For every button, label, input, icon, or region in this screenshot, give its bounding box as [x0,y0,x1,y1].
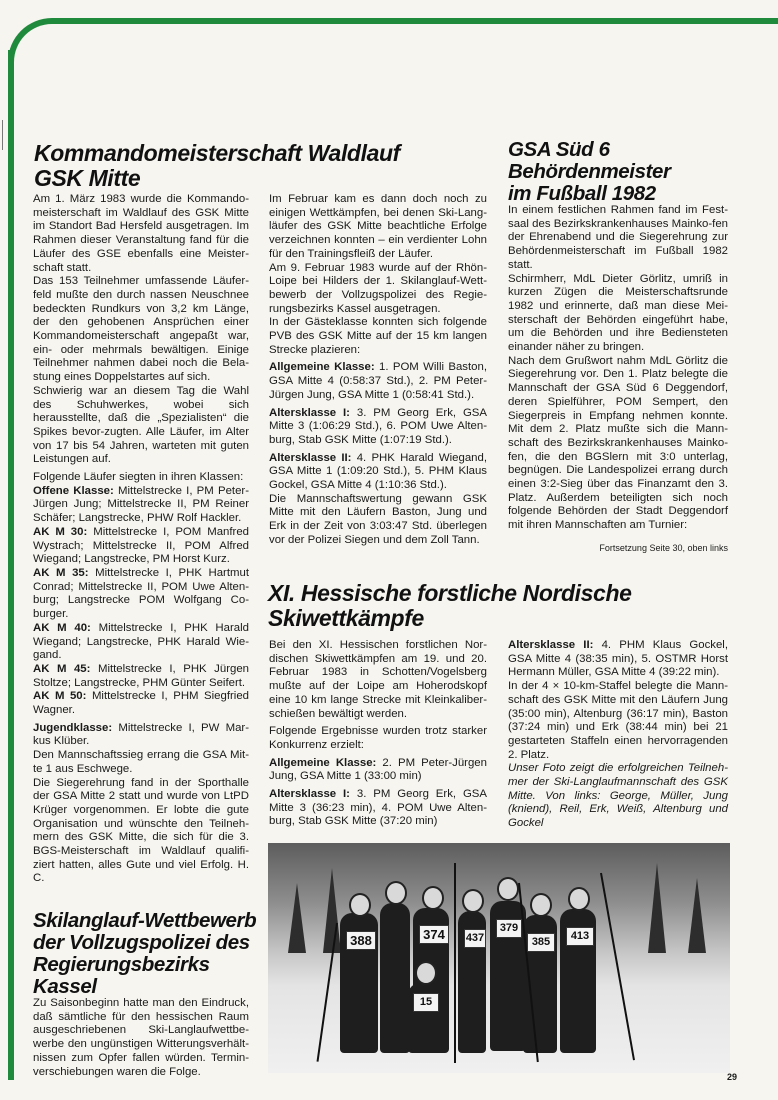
team-photo [268,843,730,1073]
article2-result: Allgemeine Klasse: 1. POM Willi Baston, GSA Mitte 4 (0:58:37 Std.), 2. PM Peter-Jürgen Jung, GSA Mitte 1 (0:58:41 Std.). [269,361,487,401]
article4-result: Allgemeine Klasse: 2. PM Peter-Jürgen Jung, GSA Mitte 1 (33:00 min) [269,756,487,783]
ski-pole [454,863,456,1063]
article2-result: Altersklasse II: 4. PHK Harald Wiegand, GSA Mitte 1 (1:09:20 Std.), 5. PHM Klaus Gockel, GSA Mitte 4 (1:10:36 Std.). [269,451,487,492]
article2-column [269,193,487,548]
bib-number: 388 [346,931,376,950]
article4-column1 [269,639,487,829]
article2-paragraph: In der Gästeklasse konnten sich folgende PVB des GSK Mitte auf der 15 km langen Strecke plazieren: [269,316,487,356]
article1-paragraph: Folgende Läufer siegten in ihren Klassen: [33,471,244,484]
article1-column [33,193,249,886]
bib-number: 15 [413,993,439,1012]
article1-paragraph: Das 153 Teilnehmer umfassende Läufer-feld mußte den durch nassen Neuschnee bedeckten Rundkurs von 3,2 km Länge, der den gehobenen Ansprüchen einer Kommandomeisterschaft angepaßt war, ein- oder mehrmals bewältigen. Einige Teilnehmer nahmen dabei noch die Bela-stung eines Doppelstartes auf sich. [33,275,249,384]
article3-title: GSA Süd 6 Behördenmeister im Fußball 1982 [508,138,671,205]
athlete [380,903,410,1053]
athlete-head [497,877,519,901]
article1-result: AK M 45: Mittelstrecke I, PHK Jürgen Stoltze; Langstrecke, PHM Günter Seifert. [33,662,249,689]
article1-paragraph: Den Mannschaftssieg errang die GSA Mit-te 1 aus Eschwege. [33,749,249,775]
article1-result: AK M 35: Mittelstrecke I, PHK Hartmut Conrad; Mittelstrecke II, POM Uwe Alten-burg; Langstrecke POM Wolfgang Co-burger. [33,566,250,621]
ski-pole [600,873,635,1060]
article3-paragraph: In einem festlichen Rahmen fand im Fest-saal des Bezirkskrankenhauses Mainko-fen der Ehrenabend und die Siegerehrung zur Behördenmeisterschaft im Fußball 1982 statt. [508,204,728,271]
athlete-head [530,893,552,917]
article2-paragraph: Zu Saisonbeginn hatte man den Eindruck, daß sämtliche für den hessischen Raum ausgeschriebenen Ski-Langlaufwettbe-werbe den ungünstigen Witterungsverhält-nissen zum Opfer fallen würden. Termin-verschiebungen waren die Folge. [33,997,249,1078]
article4-paragraph: Folgende Ergebnisse wurden trotz starker Konkurrenz erzielt: [269,725,487,751]
article1-paragraph: Am 1. März 1983 wurde die Kommando-meisterschaft im Waldlauf des GSK Mitte im Standort Bad Hersfeld ausgetragen. Im Rahmen dieser Veranstaltung fand für die Läufer des GSE ebenfalls eine Meister-schaft statt. [33,193,249,274]
athlete-head [422,886,444,910]
article1-paragraph: Die Siegerehrung fand in der Sporthalle der GSA Mitte 2 statt und wurde von LtPD Krüger vorgenommen. Er lobte die gute Organisation und wünschte den Teilneh-mern des GSK Mitte, die sich für die 3. BGS-Meisterschaft im Waldlauf qualifi-ziert hatten, alles Gute und viel Erfolg. H. C. [33,776,249,885]
article4-paragraph: Bei den XI. Hessischen forstlichen Nor-dischen Skiwettkämpfen am 19. und 20. Februar 1983 in Schotten/Vogelsberg mußte auf der Loipe am Hoherodskopf eine 10 km lange Strecke mit Kleinkaliber-schießen bewältigt werden. [269,639,487,720]
article1-result: AK M 50: Mittelstrecke I, PHM Siegfried Wagner. [33,690,250,717]
article4-column2 [508,639,728,831]
article1-result: AK M 40: Mittelstrecke I, PHK Harald Wiegand; Langstrecke, PHK Harald Wie-gand. [33,621,249,662]
tree [323,868,341,953]
athlete-head [385,881,407,905]
continuation-note: Fortsetzung Seite 30, oben links [599,543,728,553]
margin-mark [2,120,3,150]
article2-title: Skilanglauf-Wettbewerb der Vollzugspolizei des Regierungsbezirks Kassel [33,909,257,998]
athlete-head [568,887,590,911]
green-frame-left [8,50,14,1080]
tree [648,863,666,953]
article1-title-line2: GSK Mitte [34,165,141,191]
bib-number: 385 [527,933,555,952]
article2-paragraph: Im Februar kam es dann doch noch zu einigen Wettkämpfen, bei denen Ski-Lang-läufer des GSK Mitte beachtliche Erfolge verzeichnen konnten – ein verdienter Lohn für den Trainingsfleiß der Läufer. [269,193,487,260]
article4-result: Altersklasse II: 4. PHM Klaus Gockel, GSA Mitte 4 (38:35 min), 5. OSTMR Horst Hermann Müller, GSA Mitte 4 (39:22 min). [508,639,728,679]
article2-intro [33,997,249,1079]
bib-number: 374 [419,925,449,944]
article1-result: AK M 30: Mittelstrecke I, POM Manfred Wystrach; Mittelstrecke II, POM Alfred Wiegand; Langstrecke, PM Horst Kurz. [33,525,250,566]
frame-inner [14,24,778,84]
article2-result: Altersklasse I: 3. PM Georg Erk, GSA Mitte 3 (1:06:29 Std.), 6. POM Uwe Alten-burg, Stab GSK Mitte (1:07:19 Std.). [269,406,488,446]
article1-result: Jugendklasse: Mittelstrecke I, PW Mar-kus Klüber. [33,721,249,748]
article4-paragraph: In der 4 × 10-km-Staffel belegte die Mann-schaft des GSK Mitte mit den Läufern Jung (35:00 min), Altenburg (36:17 min), Baston (37:24 min) und Erk (38:44 min) bei 21 gestarteten Staffeln einen hervorragenden 2. Platz. [508,680,728,761]
article3-column [508,204,728,533]
page-number: 29 [727,1072,738,1082]
article4-title: XI. Hessische forstliche Nordische Skiwettkämpfe [268,580,632,631]
bib-number: 379 [496,919,522,938]
athlete-head [462,889,484,913]
bib-number: 437 [464,929,486,948]
bib-number: 413 [566,927,594,946]
tree [688,878,706,953]
article1-paragraph: Schwierig war an diesem Tag die Wahl des Schuhwerkes, wobei sich herausstellte, daß die „Spezialisten“ die Spikes bevor-zugten. Alle Läufer, im Alter von 17 bis 54 Jahren, warteten mit guten Leistungen auf. [33,384,249,466]
article2-paragraph: Die Mannschaftswertung gewann GSK Mitte mit den Läufern Baston, Jung und Erk in der Zeit von 3:03:47 Std. überlegen vor der Polizei Siegen und dem Zoll Tann. [269,492,487,546]
article1-title [34,141,474,191]
article3-paragraph: Schirmherr, MdL Dieter Görlitz, umriß in kurzen Zügen die Meisterschaftsrunde 1982 und erinnerte, daß man diese Mei-sterschaft der Behörden eingeführt habe, um die Behörden und ihre Bediensteten einander näher zu bringen. [508,272,728,354]
article4-result: Altersklasse I: 3. PM Georg Erk, GSA Mitte 3 (36:23 min), 4. POM Uwe Alten-burg, Stab GSK Mitte (37:20 min) [269,788,488,828]
article2-paragraph: Am 9. Februar 1983 wurde auf der Rhön-Loipe bei Hilders der 1. Skilanglauf-Wett-bewerb der Vollzugspolizei des Regie-rungsbezirks Kassel ausgetragen. [269,261,487,315]
tree [288,883,306,953]
photo-caption: Unser Foto zeigt die erfolgreichen Teilneh-mer der Ski-Langlaufmannschaft des GSK Mitte. Von links: George, Müller, Jung (kniend), Reil, Erk, Weiß, Altenburg und Gockel [508,762,728,830]
article3-paragraph: Nach dem Grußwort nahm MdL Görlitz die Siegerehrung vor. Den 1. Platz belegte die Mannschaft der GSA Süd 6 Deggendorf, deren Spielführer, POM Sempert, den Siegerpreis in Empfang nehmen konnte. Mit dem 2. Platz mußte sich die Mann-schaft des Bezirkskrankenhauses Mainko-fen, die den BGSlern mit 3:0 unterlag, begnügen. Die Landespolizei errang durch einen 3:2-Sieg über das Finanzamt den 3. Platz. Außerdem beteiligten sich noch folgende Behörden der Stadt Deggendorf mit ihren Mannschaften am Turnier: [508,354,728,532]
athlete-head [415,961,437,985]
athlete-head [349,893,371,917]
article1-result: Offene Klasse: Mittelstrecke I, PM Peter-Jürgen Jung; Mittelstrecke II, PM Reiner Schäfer; Langstrecke, PHW Rolf Hackler. [33,484,249,525]
article1-title-line1: Kommandomeisterschaft Waldlauf [34,140,400,166]
